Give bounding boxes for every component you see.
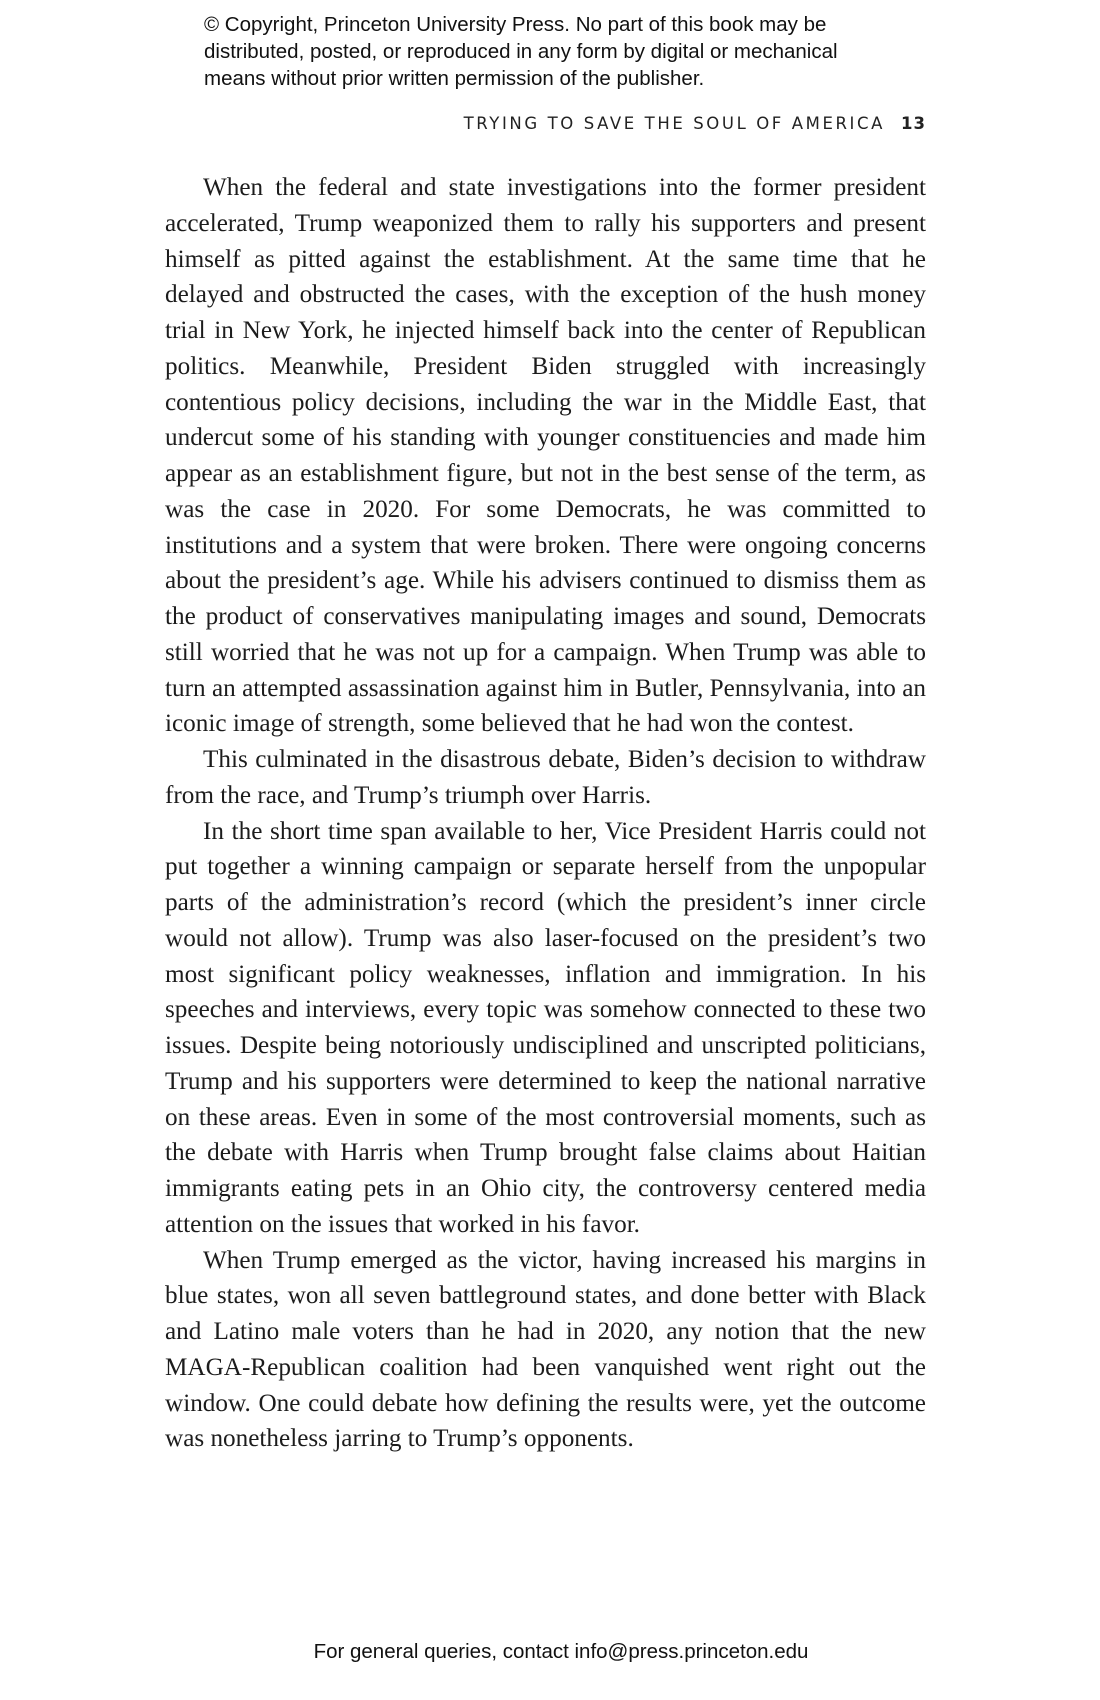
paragraph: In the short time span available to her, Vice President Harris could not put together a winning campaign or separate herself from the unpopular parts of the administration’s record (which the president’s inner circle would not allow). Trump was also laser-focused on the president’s two most significant policy weaknesses, inflation and immigration. In his speeches and interviews, every topic was somehow connected to these two issues. Despite being notoriously undisciplined and unscripted politicians, Trump and his supporters were determined to keep the national narrative on these areas. Even in some of the most controversial moments, such as the debate with Harris when Trump brought false claims about Haitian immigrants eating pets in an Ohio city, the controversy centered media attention on the issues that worked in his favor. — [165, 817, 926, 1238]
copyright-notice — [204, 11, 924, 92]
paragraph: When the federal and state investigations into the former president accelerated, Trump weaponized them to rally his supporters and present himself as pitted against the establishment. At the same time that he delayed and obstructed the cases, with the exception of the hush money trial in New York, he injected himself back into the center of Republican politics. Meanwhile, President Biden struggled with increasingly contentious policy decisions, including the war in the Middle East, that undercut some of his standing with younger constituencies and made him appear as an establishment figure, but not in the best sense of the term, as was the case in 2020. For some Democrats, he was committed to institutions and a system that were broken. There were ongoing concerns about the president’s age. While his advisers continued to dismiss them as the product of conservatives manipulating images and sound, Democrats still worried that he was not up for a campaign. When Trump was able to turn an attempted assassination against him in Butler, Pennsylvania, into an iconic image of strength, some believed that he had won the contest. — [165, 174, 926, 738]
running-head — [464, 114, 926, 133]
paragraph: When Trump emerged as the victor, having increased his margins in blue states, won all seven battleground states, and done better with Black and Latino male voters than he had in 2020, any notion that the new MAGA-Republican coalition had been vanquished went right out the window. One could debate how defining the results were, yet the outcome was nonetheless jarring to Trump’s opponents. — [165, 1246, 926, 1453]
copyright-line: © Copyright, Princeton University Press. No part of this book may be — [204, 13, 827, 36]
copyright-line: distributed, posted, or reproduced in any form by digital or mechanical — [204, 40, 838, 63]
copyright-line: means without prior written permission of the publisher. — [204, 67, 705, 90]
body-text — [165, 170, 926, 1457]
footer-contact: For general queries, contact info@press.princeton.edu — [313, 1640, 809, 1663]
running-head-title: TRYING TO SAVE THE SOUL OF AMERICA — [463, 114, 886, 133]
footer — [0, 1640, 1100, 1664]
paragraph: This culminated in the disastrous debate, Biden’s decision to withdraw from the race, and Trump’s triumph over Harris. — [165, 746, 926, 809]
page-number: 13 — [901, 114, 926, 133]
